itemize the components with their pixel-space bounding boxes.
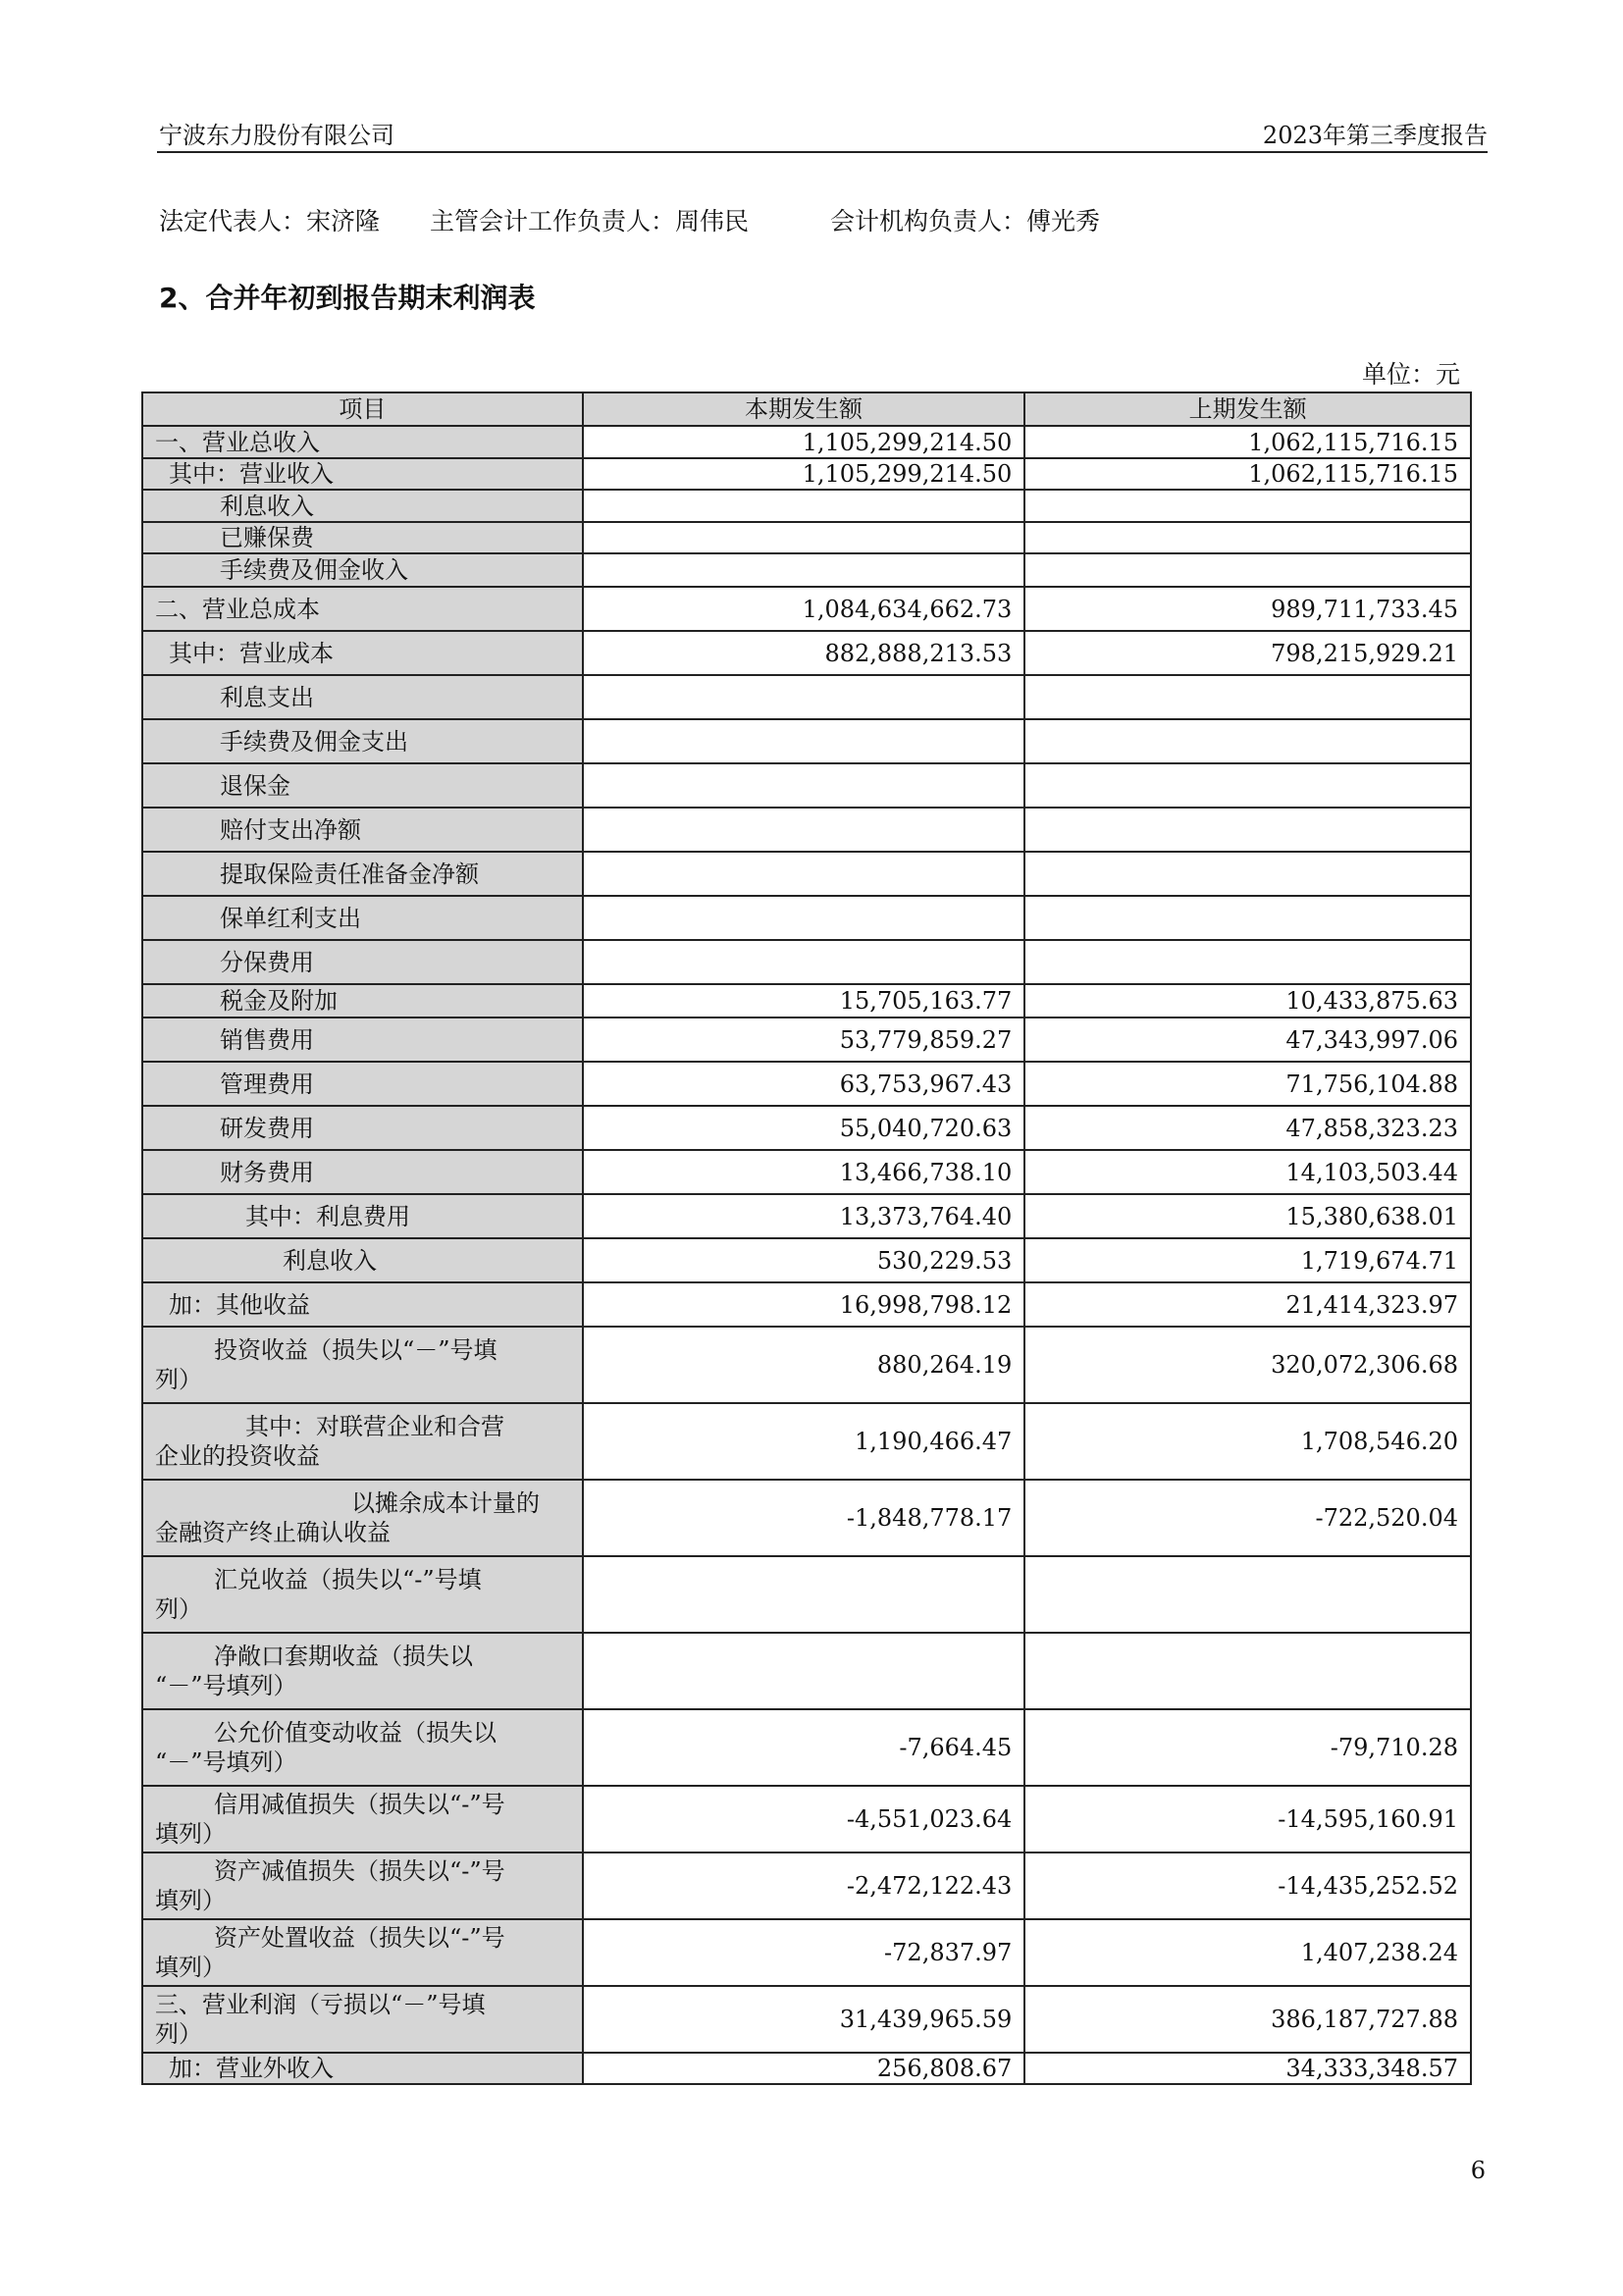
row-label — [142, 587, 583, 631]
row-label-line-2: 企业的投资收益 — [155, 1442, 320, 1470]
current-period-amount: -4,551,023.64 — [583, 1786, 1025, 1852]
table-row — [142, 940, 1471, 984]
row-label-line: 加：营业外收入 — [169, 2055, 334, 2082]
row-label — [142, 1150, 583, 1194]
current-period-amount — [583, 553, 1025, 587]
row-label-line-2: 填列） — [155, 1820, 226, 1848]
row-label-line: 净敞口套期收益（损失以 — [214, 1643, 473, 1670]
table-row — [142, 631, 1471, 675]
row-label-line: 其中：对联营企业和合营 — [245, 1413, 504, 1440]
table-row — [142, 1633, 1471, 1709]
row-label — [142, 1919, 583, 1986]
current-period-amount — [583, 490, 1025, 522]
row-label-line: 已赚保费 — [220, 524, 314, 551]
row-label-line-2: 列） — [155, 2020, 202, 2048]
column-header-item: 项目 — [142, 392, 583, 426]
row-label — [142, 1062, 583, 1106]
row-label-line: 手续费及佣金支出 — [220, 727, 408, 756]
table-row — [142, 896, 1471, 940]
row-label — [142, 719, 583, 763]
row-label — [142, 1556, 583, 1633]
row-label-line: 信用减值损失（损失以“-”号 — [214, 1791, 505, 1818]
prior-period-amount: 1,708,546.20 — [1024, 1403, 1471, 1480]
prior-period-amount: 1,062,115,716.15 — [1024, 458, 1471, 490]
row-label-line-2: “－”号填列） — [155, 1672, 297, 1699]
prior-period-amount: 71,756,104.88 — [1024, 1062, 1471, 1106]
row-label — [142, 631, 583, 675]
signers-line — [159, 202, 1100, 237]
row-label-line: 利息支出 — [220, 683, 314, 711]
prior-period-amount — [1024, 1556, 1471, 1633]
table-row — [142, 763, 1471, 808]
column-header-current: 本期发生额 — [583, 392, 1025, 426]
table-row — [142, 1403, 1471, 1480]
prior-period-amount — [1024, 675, 1471, 719]
current-period-amount: 1,105,299,214.50 — [583, 458, 1025, 490]
current-period-amount: -2,472,122.43 — [583, 1852, 1025, 1919]
table-row — [142, 490, 1471, 522]
current-period-amount: 15,705,163.77 — [583, 984, 1025, 1018]
row-label — [142, 1852, 583, 1919]
table-header-row — [142, 392, 1471, 426]
row-label — [142, 1986, 583, 2053]
section-title: 2、合并年初到报告期末利润表 — [159, 282, 536, 314]
table-row — [142, 719, 1471, 763]
prior-period-amount — [1024, 490, 1471, 522]
current-period-amount: 530,229.53 — [583, 1238, 1025, 1282]
row-label — [142, 1480, 583, 1556]
current-period-amount: 1,105,299,214.50 — [583, 426, 1025, 458]
prior-period-amount: -14,595,160.91 — [1024, 1786, 1471, 1852]
current-period-amount: 16,998,798.12 — [583, 1282, 1025, 1327]
table-row — [142, 1018, 1471, 1062]
table-row — [142, 852, 1471, 896]
table-row — [142, 1106, 1471, 1150]
current-period-amount — [583, 1556, 1025, 1633]
current-period-amount: -7,664.45 — [583, 1709, 1025, 1786]
current-period-amount: 13,466,738.10 — [583, 1150, 1025, 1194]
prior-period-amount: 14,103,503.44 — [1024, 1150, 1471, 1194]
prior-period-amount: 386,187,727.88 — [1024, 1986, 1471, 2053]
current-period-amount — [583, 940, 1025, 984]
row-label — [142, 1786, 583, 1852]
row-label-line: 其中：利息费用 — [245, 1202, 410, 1230]
row-label — [142, 458, 583, 490]
row-label — [142, 1282, 583, 1327]
row-label-line: 资产减值损失（损失以“-”号 — [214, 1857, 505, 1885]
table-row — [142, 426, 1471, 458]
row-label — [142, 1327, 583, 1403]
prior-period-amount — [1024, 553, 1471, 587]
table-row — [142, 808, 1471, 852]
row-label — [142, 896, 583, 940]
row-label-line: 管理费用 — [220, 1070, 314, 1098]
table-row — [142, 553, 1471, 587]
prior-period-amount — [1024, 896, 1471, 940]
current-period-amount — [583, 719, 1025, 763]
row-label-line: 加：其他收益 — [169, 1290, 310, 1319]
report-title: 2023年第三季度报告 — [1262, 122, 1488, 149]
unit-label: 单位：元 — [1361, 360, 1460, 389]
table-row — [142, 1986, 1471, 2053]
current-period-amount: 31,439,965.59 — [583, 1986, 1025, 2053]
prior-period-amount: -79,710.28 — [1024, 1709, 1471, 1786]
row-label-line: 三、营业利润（亏损以“－”号填 — [155, 1991, 486, 2018]
current-period-amount — [583, 675, 1025, 719]
row-label — [142, 940, 583, 984]
row-label-line: 销售费用 — [220, 1025, 314, 1054]
row-label-line: 提取保险责任准备金净额 — [220, 860, 479, 888]
row-label — [142, 675, 583, 719]
row-label-line: 利息收入 — [283, 1246, 377, 1275]
prior-period-amount: -722,520.04 — [1024, 1480, 1471, 1556]
prior-period-amount: 320,072,306.68 — [1024, 1327, 1471, 1403]
current-period-amount: 882,888,213.53 — [583, 631, 1025, 675]
table-row — [142, 458, 1471, 490]
prior-period-amount: 21,414,323.97 — [1024, 1282, 1471, 1327]
table-row — [142, 984, 1471, 1018]
prior-period-amount: 1,062,115,716.15 — [1024, 426, 1471, 458]
row-label-line: 公允价值变动收益（损失以 — [214, 1719, 497, 1747]
row-label-line: 手续费及佣金收入 — [220, 556, 408, 584]
current-period-amount: -1,848,778.17 — [583, 1480, 1025, 1556]
current-period-amount — [583, 896, 1025, 940]
row-label — [142, 1018, 583, 1062]
column-header-prior: 上期发生额 — [1024, 392, 1471, 426]
prior-period-amount — [1024, 1633, 1471, 1709]
current-period-amount — [583, 522, 1025, 553]
prior-period-amount: 798,215,929.21 — [1024, 631, 1471, 675]
row-label-line-2: 列） — [155, 1595, 202, 1623]
row-label-line-2: “－”号填列） — [155, 1748, 297, 1776]
row-label-line-2: 金融资产终止确认收益 — [155, 1519, 391, 1546]
row-label-line-2: 填列） — [155, 1954, 226, 1981]
row-label-line: 税金及附加 — [220, 987, 338, 1015]
current-period-amount: 13,373,764.40 — [583, 1194, 1025, 1238]
prior-period-amount — [1024, 940, 1471, 984]
table-row — [142, 1062, 1471, 1106]
row-label — [142, 522, 583, 553]
prior-period-amount: 15,380,638.01 — [1024, 1194, 1471, 1238]
row-label-line: 投资收益（损失以“－”号填 — [214, 1336, 497, 1364]
row-label — [142, 1194, 583, 1238]
row-label-line: 其中：营业成本 — [169, 639, 334, 667]
current-period-amount: 880,264.19 — [583, 1327, 1025, 1403]
prior-period-amount: 10,433,875.63 — [1024, 984, 1471, 1018]
table-row — [142, 1786, 1471, 1852]
prior-period-amount: 47,858,323.23 — [1024, 1106, 1471, 1150]
row-label-line: 分保费用 — [220, 948, 314, 976]
prior-period-amount: 34,333,348.57 — [1024, 2053, 1471, 2084]
row-label-line: 资产处置收益（损失以“-”号 — [214, 1924, 505, 1952]
table-row — [142, 1709, 1471, 1786]
table-row — [142, 1480, 1471, 1556]
row-label-line: 赔付支出净额 — [220, 815, 361, 844]
table-row — [142, 1852, 1471, 1919]
row-label — [142, 1709, 583, 1786]
table-row — [142, 522, 1471, 553]
row-label-line: 二、营业总成本 — [155, 595, 320, 623]
current-period-amount — [583, 808, 1025, 852]
prior-period-amount — [1024, 852, 1471, 896]
row-label — [142, 2053, 583, 2084]
current-period-amount — [583, 1633, 1025, 1709]
prior-period-amount: 989,711,733.45 — [1024, 587, 1471, 631]
row-label-line-2: 列） — [155, 1366, 202, 1393]
row-label-line: 其中：营业收入 — [169, 460, 334, 488]
table-row — [142, 675, 1471, 719]
current-period-amount: 256,808.67 — [583, 2053, 1025, 2084]
table-row — [142, 1282, 1471, 1327]
prior-period-amount: 47,343,997.06 — [1024, 1018, 1471, 1062]
row-label — [142, 1238, 583, 1282]
row-label-line: 研发费用 — [220, 1114, 314, 1142]
row-label — [142, 808, 583, 852]
company-name: 宁波东力股份有限公司 — [159, 122, 394, 149]
prior-period-amount — [1024, 522, 1471, 553]
current-period-amount: -72,837.97 — [583, 1919, 1025, 1986]
prior-period-amount — [1024, 719, 1471, 763]
row-label — [142, 1403, 583, 1480]
row-label-line: 利息收入 — [220, 492, 314, 520]
row-label-line: 以摊余成本计量的 — [351, 1489, 540, 1517]
prior-period-amount: 1,719,674.71 — [1024, 1238, 1471, 1282]
row-label — [142, 763, 583, 808]
row-label — [142, 1633, 583, 1709]
table-row — [142, 587, 1471, 631]
row-label-line-2: 填列） — [155, 1887, 226, 1914]
row-label — [142, 984, 583, 1018]
row-label — [142, 852, 583, 896]
legal-representative: 法定代表人：宋济隆 — [159, 207, 381, 235]
accounting-org-head: 会计机构负责人：傅光秀 — [830, 207, 1101, 235]
accounting-head: 主管会计工作负责人：周伟民 — [430, 207, 750, 235]
row-label-line: 财务费用 — [220, 1158, 314, 1186]
row-label-line: 保单红利支出 — [220, 904, 361, 932]
prior-period-amount — [1024, 808, 1471, 852]
row-label — [142, 426, 583, 458]
page-number: 6 — [1470, 2157, 1486, 2184]
prior-period-amount: -14,435,252.52 — [1024, 1852, 1471, 1919]
prior-period-amount: 1,407,238.24 — [1024, 1919, 1471, 1986]
current-period-amount: 1,084,634,662.73 — [583, 587, 1025, 631]
current-period-amount — [583, 852, 1025, 896]
header-rule — [157, 151, 1488, 153]
table-row — [142, 1238, 1471, 1282]
row-label-line: 退保金 — [220, 771, 290, 800]
income-statement-table — [141, 391, 1472, 2085]
current-period-amount: 55,040,720.63 — [583, 1106, 1025, 1150]
row-label — [142, 553, 583, 587]
row-label-line: 一、营业总收入 — [155, 428, 320, 456]
table-row — [142, 1327, 1471, 1403]
prior-period-amount — [1024, 763, 1471, 808]
table-row — [142, 1556, 1471, 1633]
row-label — [142, 490, 583, 522]
current-period-amount: 63,753,967.43 — [583, 1062, 1025, 1106]
table-row — [142, 2053, 1471, 2084]
current-period-amount: 1,190,466.47 — [583, 1403, 1025, 1480]
table-row — [142, 1919, 1471, 1986]
table-row — [142, 1150, 1471, 1194]
current-period-amount: 53,779,859.27 — [583, 1018, 1025, 1062]
row-label-line: 汇兑收益（损失以“-”号填 — [214, 1566, 482, 1593]
row-label — [142, 1106, 583, 1150]
current-period-amount — [583, 763, 1025, 808]
table-row — [142, 1194, 1471, 1238]
